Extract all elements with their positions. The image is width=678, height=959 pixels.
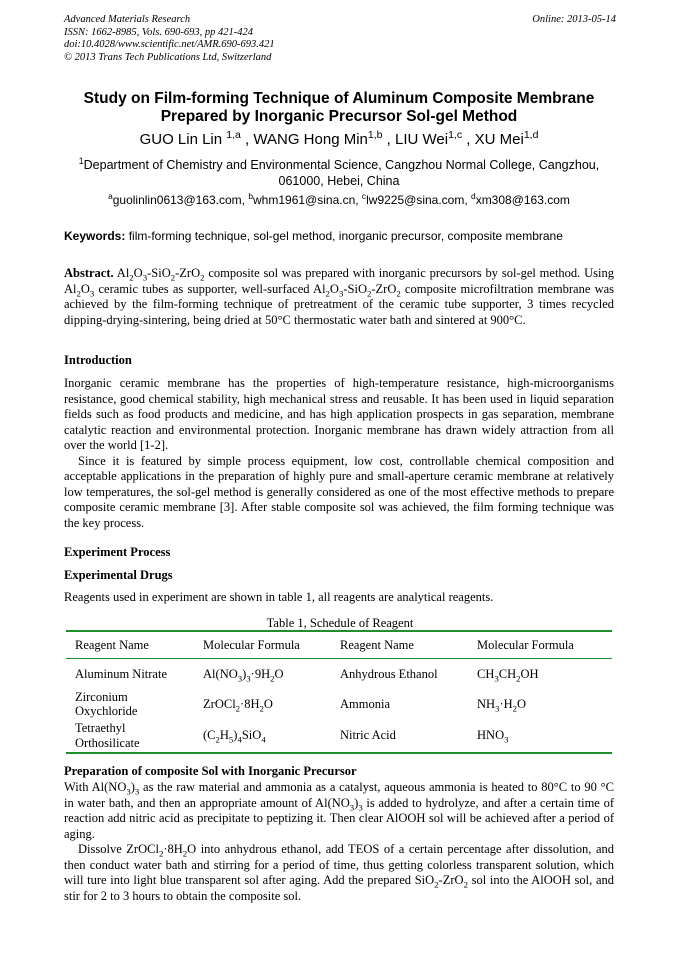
table-row [66, 659, 612, 689]
abstract [64, 266, 614, 328]
prep-text: sol into the AlOOH sol, and stir for 2 to 3 hours to obtain the composite sol. [64, 873, 614, 903]
table-cell: Nitric Acid [331, 720, 468, 753]
paragraph [64, 780, 614, 842]
table-cell: Aluminum Nitrate [75, 666, 167, 681]
table-cell: $NH_3\cdot H_2O$ [477, 696, 527, 714]
title-line-2: Prepared by Inorganic Precursor Sol-gel Method [160, 108, 518, 125]
author-sup: 1,b [367, 129, 383, 141]
email-address: guolinlin0613@163.com [112, 193, 242, 207]
table-cell: $(C_2H_5)_4SiO_4$ [194, 720, 331, 753]
abstract-text: ceramic tubes as supporter, well-surfaced [94, 281, 314, 296]
table-cell: $HNO_3$ [468, 720, 612, 753]
table-header: Reagent Name [331, 631, 468, 659]
author-name: XU Mei [474, 131, 524, 148]
author-name: LIU Wei [395, 131, 449, 148]
reagent-table [66, 630, 612, 754]
formula: $Al_2O_3-SiO_2-ZrO_2$ [116, 266, 205, 283]
author-name: GUO Lin Lin [139, 131, 227, 148]
paper-title [40, 90, 638, 126]
copyright: © 2013 Trans Tech Publications Ltd, Switzerland [64, 51, 272, 63]
affiliation-sup: 1 [78, 155, 84, 166]
introduction-text [64, 376, 614, 531]
formula: $Al(NO_3)_3$ [91, 780, 140, 797]
preparation-text [64, 780, 614, 904]
abstract-text: composite microfiltration membrane was achieved by the film-forming technique of pretreatment of the ceramic tube supporter, 3 times recycled dipping-drying-sintering, being dried at 50°C thermostatic water bath and sintered at 900°C. [64, 281, 615, 327]
formula: $ZrOCl_2\cdot 8H_2O$ [126, 842, 197, 859]
table-header-row [66, 631, 612, 659]
email-list: $^a$guolinlin0613@163.com, $^b$whm1961@sina.cn, $^c$lw9225@sina.com, $^d$xm308@163.com [108, 191, 570, 207]
table-cell: $Al(NO_3)_3\cdot 9H_2O$ [203, 666, 284, 683]
abstract-label: Abstract. [64, 266, 114, 280]
prep-text: is added to hydrolyze, and after a certain time of reaction add nitric acid as precipitate to peptizing it. Then clear AlOOH sol will be achieved after a period of aging. [64, 795, 614, 841]
formula: $Al_2O_3$ [64, 281, 95, 298]
paragraph: Since it is featured by simple process equipment, low cost, controllable chemical composition and acceptable applications in the preparation of highly pure and small-aperture ceramic membrane at relatively low temperatures, the sol-gel method is generally considered as one of the most effective methods to prepare composite ceramic membrane [3]. After stable composite sol was achieved, the film forming technique was the key process. [64, 453, 614, 530]
email-address: lw9225@sina.com [366, 193, 465, 207]
table-cell: Anhydrous Ethanol [340, 666, 438, 681]
title-line-1: Study on Film-forming Technique of Aluminum Composite Membrane [83, 90, 595, 107]
affiliation-line-1: Department of Chemistry and Environmental Science, Cangzhou Normal College, Cangzhou, [83, 158, 600, 172]
paragraph: Inorganic ceramic membrane has the properties of high-temperature resistance, high-microorganisms resistance, good chemical stability, high mechanical stress and reusable. It has been used in liquid separation fields such as food products and medicine, and has high application prospects in gas separation, membrane catalytic reaction and environmental protection. Inorganic membrane has drawn widely attraction from all over the world [1-2]. [64, 376, 614, 452]
table-cell: $CH_3CH_2OH$ [477, 666, 539, 683]
table-cell: Tetraethyl Orthosilicate [66, 720, 194, 753]
email-sup: b [248, 191, 254, 201]
author-sup: 1,c [448, 129, 463, 141]
section-heading: Introduction [64, 353, 132, 367]
paragraph [64, 842, 614, 904]
abstract-text: composite sol was prepared with inorganic precursors by sol-gel method. Using [204, 266, 614, 280]
affiliation [60, 157, 618, 189]
keywords-label: Keywords: [64, 229, 126, 243]
subsection-heading: Preparation of composite Sol with Inorganic Precursor [64, 764, 357, 778]
paragraph: Reagents used in experiment are shown in table 1, all reagents are analytical reagents. [64, 590, 494, 604]
email-sup: c [361, 191, 367, 201]
prep-text: into anhydrous ethanol, add TEOS of a certain percentage after dissolution, and then conduct water bath and stirring for a period of time, thus getting colorless transparent solution, which will ture into light blue transparent sol after aging. Add the prepared [64, 842, 614, 887]
doi: doi:10.4028/www.scientific.net/AMR.690-693.421 [64, 39, 275, 50]
prep-text: as the raw material and ammonia as a catalyst, aqueous ammonia is heated to 80°C to 90 °C in water bath, and then an appropriate amount of [64, 780, 614, 810]
subsection-heading: Experimental Drugs [64, 568, 173, 582]
table-header: Reagent Name [66, 631, 194, 659]
author-name: WANG Hong Min [253, 131, 368, 148]
formula: $Al(NO_3)_3$ [315, 795, 363, 812]
table-row [66, 689, 612, 720]
table-header: Molecular Formula [468, 631, 612, 659]
affiliation-line-2: 061000, Hebei, China [278, 174, 400, 188]
issn: ISSN: 1662-8985, Vols. 690-693, pp 421-424 [64, 26, 253, 38]
email-address: whm1961@sina.cn [253, 193, 356, 207]
section-heading: Experiment Process [64, 545, 171, 559]
keywords [64, 229, 616, 244]
prep-text: With [64, 780, 92, 794]
journal-header [64, 14, 616, 64]
table-cell: $ZrOCl_2\cdot 8H_2O$ [203, 696, 273, 714]
author-list: GUO Lin Lin $^{1,a}$ , WANG Hong Min$^{1,b}$ , LIU Wei$^{1,c}$ , XU Mei$^{1,d}$ [139, 129, 539, 148]
formula: $Al_2O_3-SiO_2-ZrO_2$ [313, 281, 401, 298]
author-sup: 1,a [226, 129, 241, 141]
formula: SiO$_2$-ZrO$_2$ [414, 873, 468, 890]
table-row [66, 720, 612, 753]
table-header: Molecular Formula [194, 631, 331, 659]
journal-name: Advanced Materials Research [64, 14, 191, 25]
email-sup: a [108, 191, 113, 201]
online-date: Online: 2013-05-14 [532, 14, 616, 25]
table-cell: Zirconium Oxychloride [75, 689, 138, 718]
table-caption: Table 1, Schedule of Reagent [266, 616, 414, 630]
keywords-text: film-forming technique, sol-gel method, inorganic precursor, composite membrane [125, 229, 563, 243]
author-sup: 1,d [523, 129, 539, 141]
email-sup: d [471, 191, 476, 201]
prep-text: Dissolve [78, 842, 127, 856]
table-cell: Ammonia [340, 696, 390, 711]
email-address: xm308@163.com [475, 193, 570, 207]
